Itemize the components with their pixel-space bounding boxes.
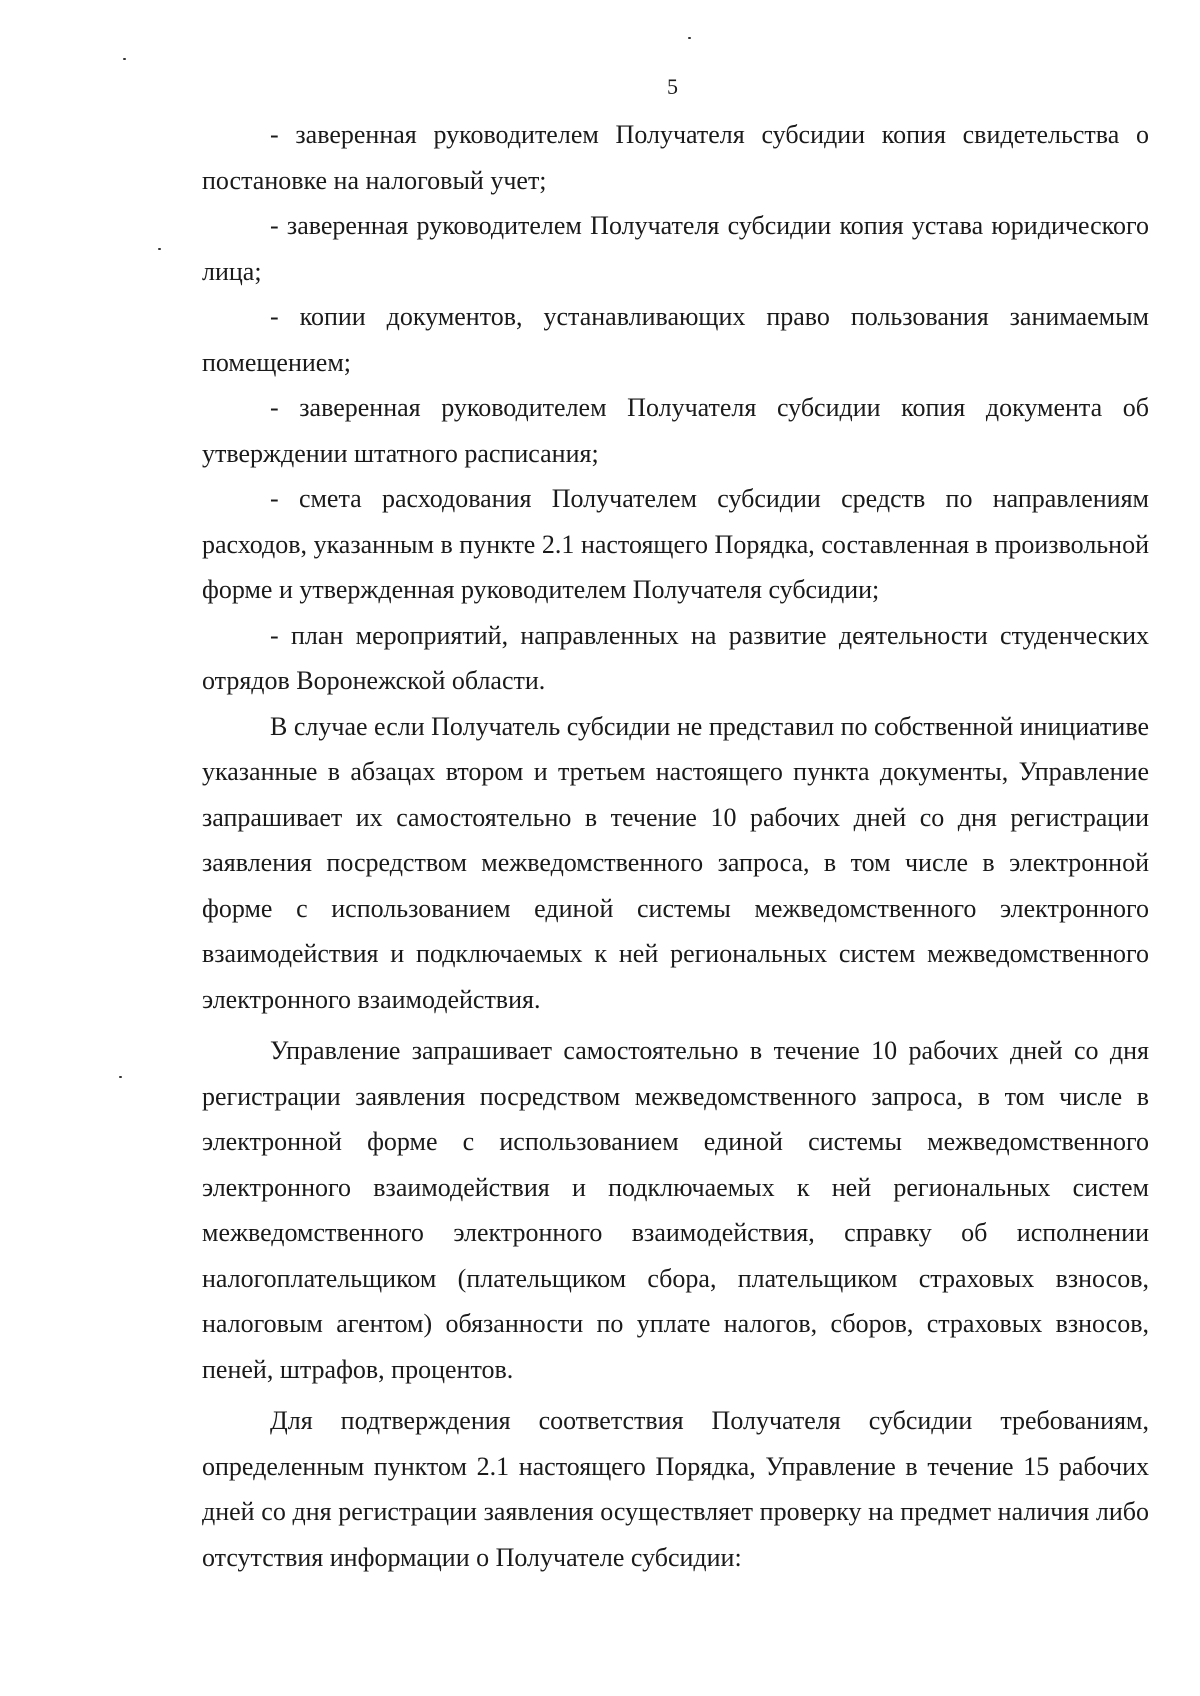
document-body [202,112,1149,1580]
paragraph-tax-certificate: - заверенная руководителем Получателя субсидии копия свидетельства о постановке на налоговый учет; [202,120,1149,195]
paragraph-expenditure-estimate: - смета расходования Получателем субсидии средств по направлениям расходов, указанным в пункте 2.1 настоящего Порядка, составленная в произвольной форме и утвержденная руководителем Получателя субсидии; [202,484,1149,604]
scan-speck [688,37,691,39]
paragraph-action-plan: - план мероприятий, направленных на развитие деятельности студенческих отрядов Воронежской области. [202,620,1149,695]
scan-speck [158,248,161,250]
page-number: 5 [667,74,678,99]
scan-speck [123,58,126,60]
paragraph-interagency-request: В случае если Получатель субсидии не представил по собственной инициативе указанные в абзацах втором и третьем настоящего пункта документы, Управление запрашивает их самостоятельно в течение 10 рабочих дней со дня регистрации заявления посредством межведомственного запроса, в том числе в электронной форме с использованием единой системы межведомственного электронного взаимодействия и подключаемых к ней региональных систем межведомственного электронного взаимодействия. [202,711,1149,1014]
scan-speck [119,1076,122,1078]
paragraph-charter-copy: - заверенная руководителем Получателя субсидии копия устава юридического лица; [202,211,1149,286]
paragraph-compliance-check: Для подтверждения соответствия Получателя субсидии требованиям, определенным пунктом 2.1 настоящего Порядка, Управление в течение 15 рабочих дней со дня регистрации заявления осуществляет проверку на предмет наличия либо отсутствия информации о Получателе субсидии: [202,1406,1149,1572]
paragraph-staff-schedule: - заверенная руководителем Получателя субсидии копия документа об утверждении штатного расписания; [202,393,1149,468]
paragraph-tax-compliance-certificate: Управление запрашивает самостоятельно в течение 10 рабочих дней со дня регистрации заявления посредством межведомственного запроса, в том числе в электронной форме с использованием единой системы межведомственного электронного взаимодействия и подключаемых к ней региональных систем межведомственного электронного взаимодействия, справку об исполнении налогоплательщиком (плательщиком сбора, плательщиком страховых взносов, налоговым агентом) обязанности по уплате налогов, сборов, страховых взносов, пеней, штрафов, процентов. [202,1036,1149,1384]
paragraph-premises-documents: - копии документов, устанавливающих право пользования занимаемым помещением; [202,302,1149,377]
